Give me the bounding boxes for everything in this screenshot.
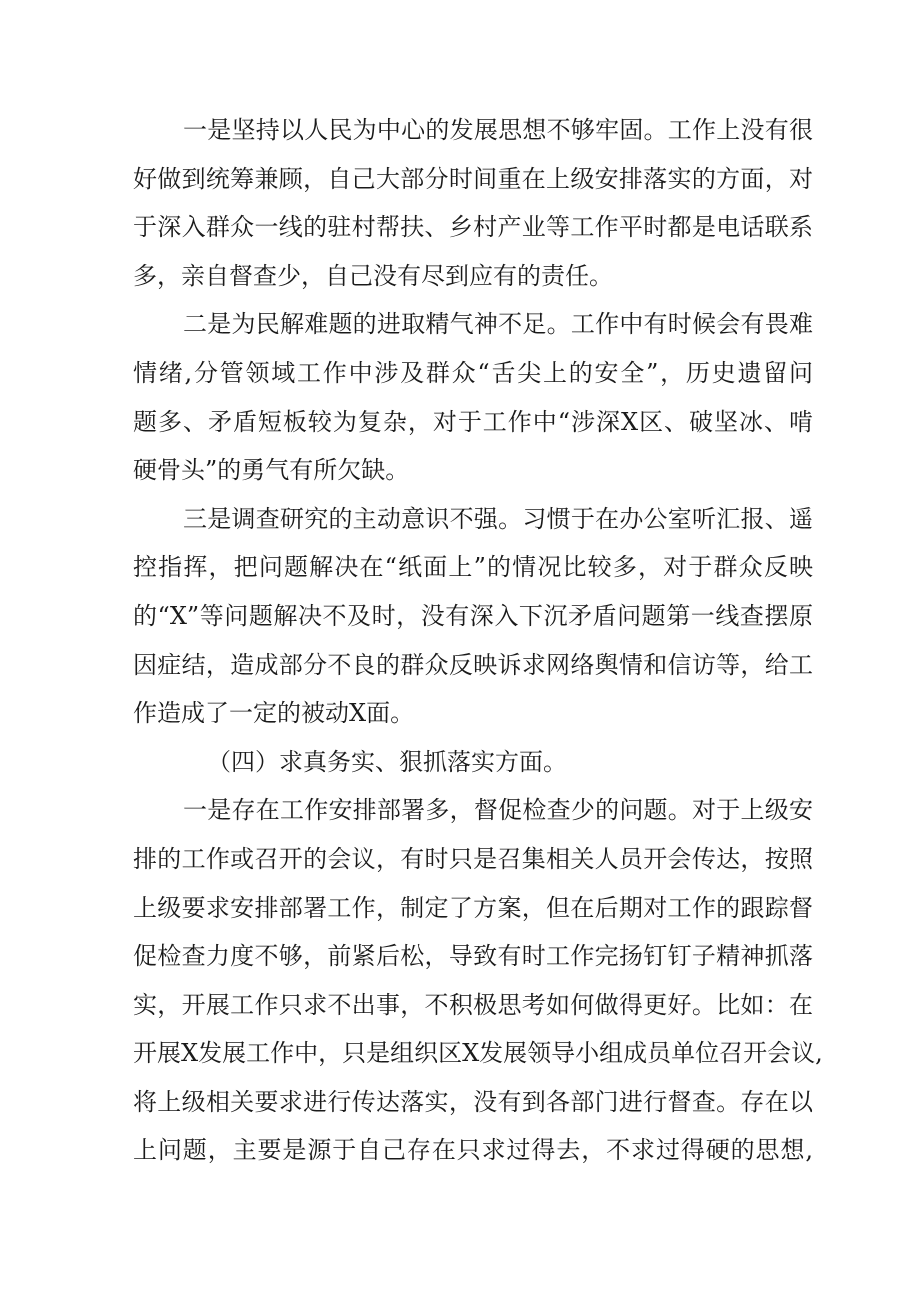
paragraph-1-line-1: 一是坚持以人民为中心的发展思想不够牢固。工作上没有很	[183, 116, 813, 144]
paragraph-1-line-2: 好做到统筹兼顾，自己大部分时间重在上级安排落实的方面，对	[133, 164, 813, 193]
paragraph-4-line-4: 促检查力度不够，前紧后松，导致有时工作完扬钉钉子精神抓落	[133, 942, 813, 971]
paragraph-1-line-3: 于深入群众一线的驻村帮扶、乡村产业等工作平时都是电话联系	[133, 213, 813, 242]
paragraph-4-line-5: 实，开展工作只求不出事，不积极思考如何做得更好。比如：在	[133, 990, 813, 1019]
paragraph-2-line-4: 硬骨头”的勇气有所欠缺。	[133, 456, 410, 485]
paragraph-2-line-1: 二是为民解难题的进取精气神不足。工作中有时候会有畏难	[183, 310, 813, 339]
paragraph-3-line-5: 作造成了一定的被动X面。	[133, 699, 415, 728]
paragraph-3-line-4: 因症结，造成部分不良的群众反映诉求网络舆情和信访等，给工	[133, 650, 813, 679]
paragraph-2-line-3: 题多、矛盾短板较为复杂，对于工作中“涉深X区、破坚冰、啃	[133, 407, 813, 436]
paragraph-2-line-2: 情绪,分管领域工作中涉及群众“舌尖上的安全”，历史遗留问	[133, 358, 813, 387]
document-body	[133, 106, 823, 1175]
paragraph-3-line-1: 三是调查研究的主动意识不强。习惯于在办公室听汇报、遥	[183, 504, 813, 533]
paragraph-4-line-3: 上级要求安排部署工作，制定了方案，但在后期对工作的跟踪督	[133, 893, 813, 922]
paragraph-4-line-1: 一是存在工作安排部署多，督促检查少的问题。对于上级安	[183, 796, 813, 825]
paragraph-4-line-6: 开展X发展工作中，只是组织区X发展领导小组成员单位召开会议,	[133, 1039, 823, 1068]
paragraph-1-line-4: 多，亲自督查少，自己没有尽到应有的责任。	[133, 261, 613, 290]
paragraph-3-line-3: 的“X”等问题解决不及时，没有深入下沉矛盾问题第一线查摆原	[133, 601, 813, 630]
paragraph-4-line-8: 上问题，主要是源于自己存在只求过得去，不求过得硬的思想,	[133, 1136, 813, 1165]
paragraph-4-line-2: 排的工作或召开的会议，有时只是召集相关人员开会传达，按照	[133, 844, 813, 873]
section-heading: （四）求真务实、狠抓落实方面。	[207, 747, 567, 776]
paragraph-4-line-7: 将上级相关要求进行传达落实，没有到各部门进行督查。存在以	[133, 1087, 813, 1116]
paragraph-3-line-2: 控指挥，把问题解决在“纸面上”的情况比较多，对于群众反映	[133, 553, 813, 582]
